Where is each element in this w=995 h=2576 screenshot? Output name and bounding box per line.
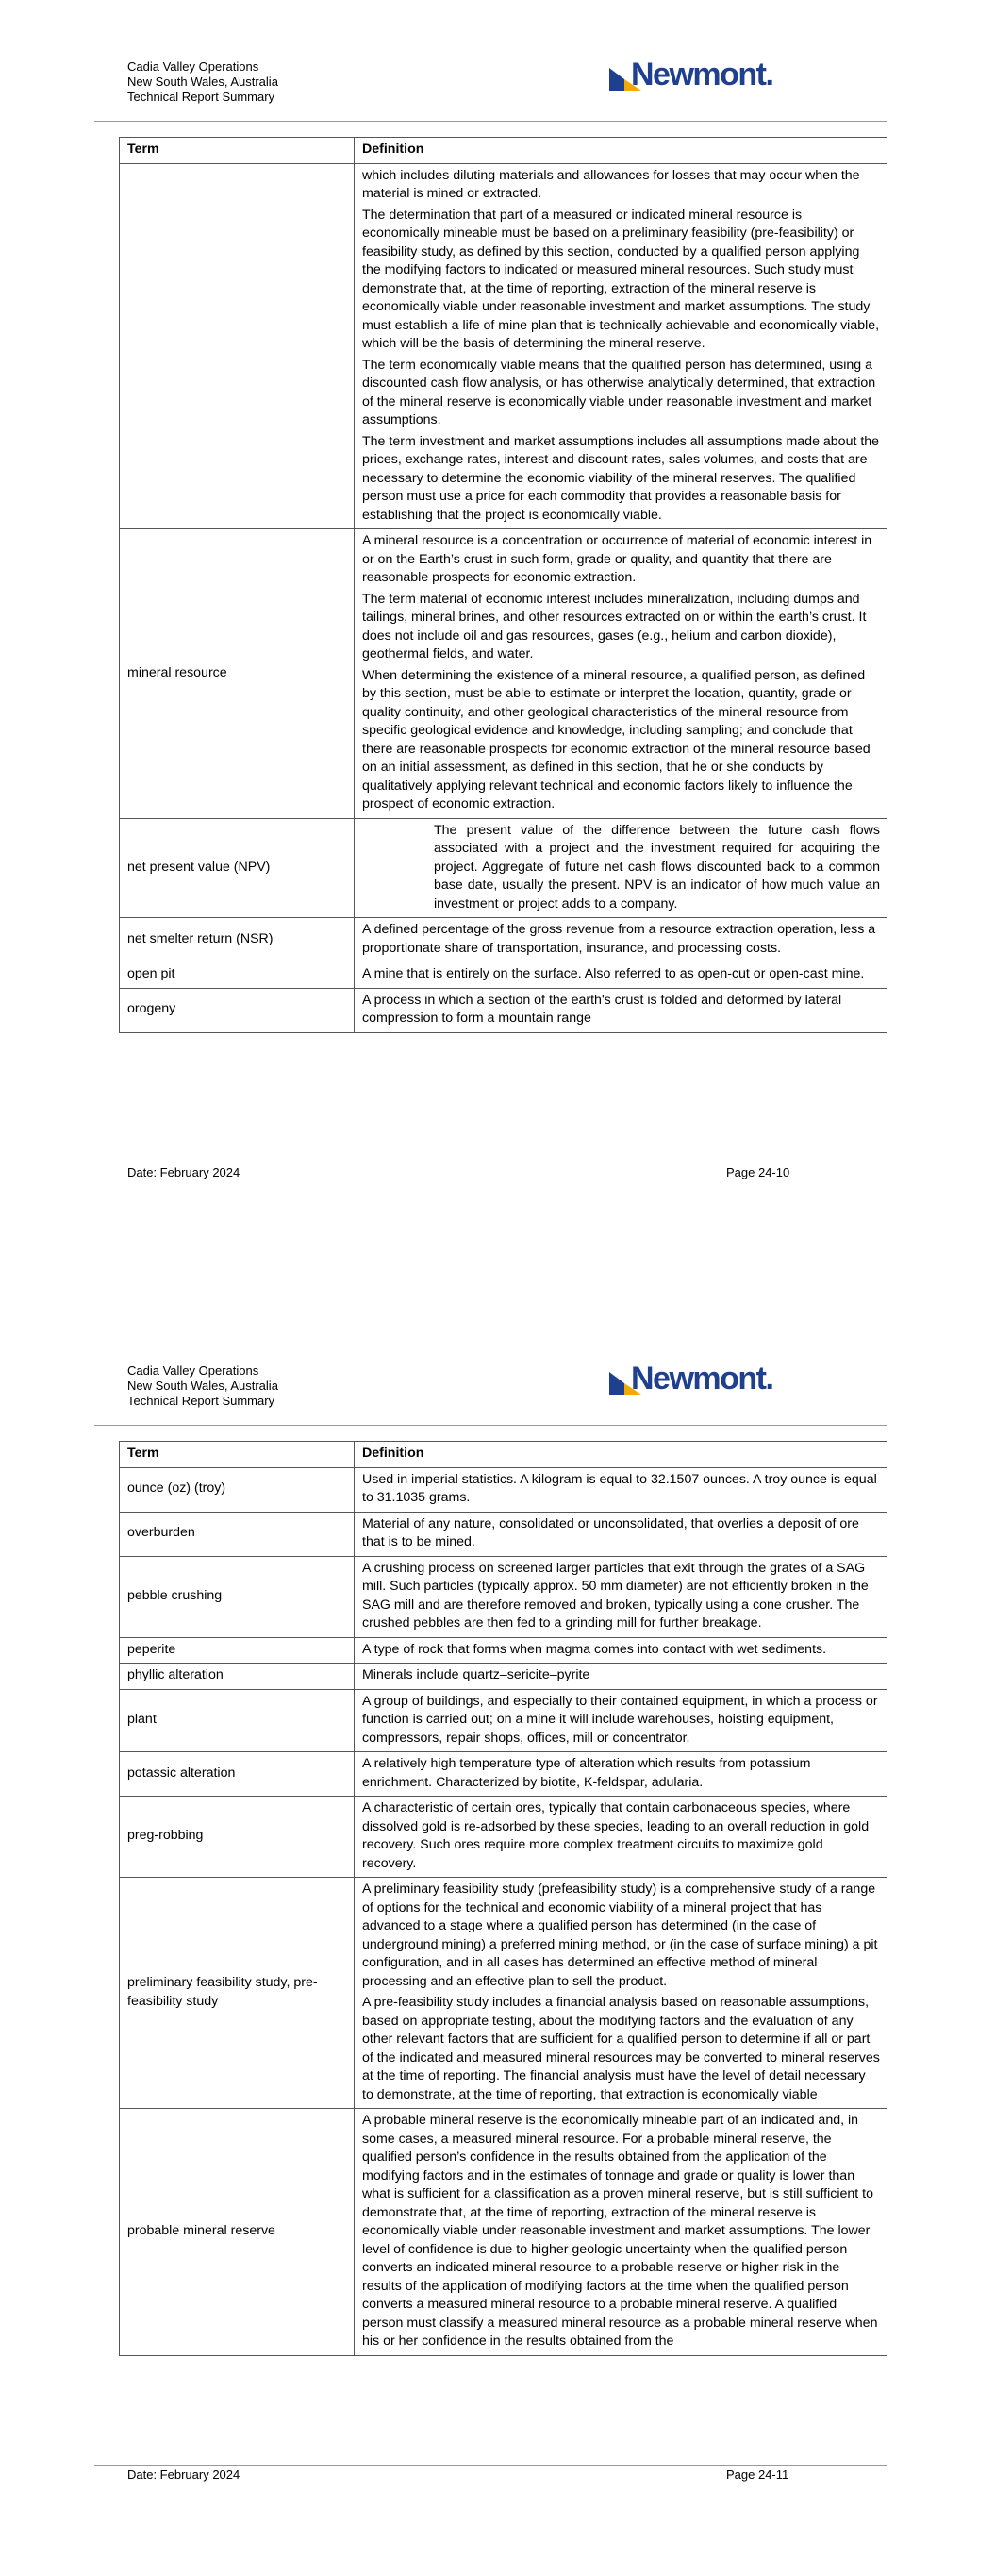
table-row	[120, 1556, 887, 1637]
definition-paragraph: The determination that part of a measured or indicated mineral resource is economically mineable must be based on a preliminary feasibility (pre-feasibility) or feasibility study, as defined by this section, conducted by a qualified person applying the modifying factors to indicated or measured mineral resources. Such study must demonstrate that, at the time of reporting, extraction of the mineral reserve is economically viable under reasonable investment and market assumptions. The study must establish a life of mine plan that is technically achievable and economically viable, which will be the basis of determining the mineral reserve.	[362, 207, 880, 351]
term-column-header: Term	[120, 1442, 355, 1468]
glossary-table	[119, 137, 887, 1033]
definition-paragraph: A relatively high temperature type of alteration which results from potassium enrichment. Characterized by biotite, K-feldspar, adularia.	[362, 1756, 811, 1790]
definition-cell	[355, 1637, 887, 1664]
table-row	[120, 1878, 887, 2109]
definition-cell	[355, 529, 887, 819]
definition-cell	[355, 818, 887, 918]
header-project: Cadia Valley Operations	[127, 1363, 259, 1378]
newmont-logo	[609, 57, 779, 94]
document-page-2	[0, 1302, 995, 2576]
table-row	[120, 1797, 887, 1878]
definition-cell	[355, 163, 887, 529]
glossary-table	[119, 1441, 887, 2356]
definition-paragraph: A characteristic of certain ores, typically that contain carbonaceous species, where dissolved gold is re-adsorbed by these species, leading to an overall reduction in gold recovery. Such ores require more complex treatment circuits to maximize gold recovery.	[362, 1800, 870, 1871]
definition-cell	[355, 2109, 887, 2356]
term-cell: probable mineral reserve	[120, 2109, 355, 2356]
definition-cell	[355, 962, 887, 989]
definition-paragraph: A defined percentage of the gross revenue from a resource extraction operation, less a proportionate share of transportation, insurance, and processing costs.	[362, 922, 876, 956]
term-cell: net present value (NPV)	[120, 818, 355, 918]
header-location: New South Wales, Australia	[127, 75, 278, 89]
definition-paragraph: A crushing process on screened larger particles that exit through the grates of a SAG mill. Such particles (typically approx. 50 mm diameter) are not efficiently broken in the SAG mill and are therefore removed and broken, typically using a cone crusher. The crushed pebbles are then fed to a grinding mill for further breakage.	[362, 1560, 869, 1631]
table-row	[120, 2109, 887, 2356]
term-column-header: Term	[120, 138, 355, 164]
footer-rule	[94, 2465, 887, 2466]
definition-cell	[355, 1664, 887, 1690]
definition-paragraph: A probable mineral reserve is the economically mineable part of an indicated and, in some cases, a measured mineral resource. For a probable mineral reserve, the qualified person’s confidence in the results obtained from the application of the modifying factors and in the estimates of tonnage and grade or quality is lower than what is sufficient for a classification as a proven mineral reserve, but is still sufficient to demonstrate that, at the time of reporting, extraction of the mineral reserve is economically viable under reasonable investment and market assumptions. The lower level of confidence is due to higher geologic uncertainty when the qualified person converts an indicated mineral resource to a probable reserve or higher risk in the results of the application of modifying factors at the time when the qualified person converts a measured mineral resource to a probable mineral reserve. A qualified person must classify a measured mineral resource as a probable mineral reserve when his or her confidence in the results obtained from the	[362, 2113, 878, 2349]
definition-cell	[355, 1512, 887, 1556]
term-cell: net smelter return (NSR)	[120, 918, 355, 962]
table-row	[120, 529, 887, 819]
table-row	[120, 962, 887, 989]
term-cell: ounce (oz) (troy)	[120, 1467, 355, 1512]
newmont-logo-text: Newmont.	[631, 57, 773, 92]
definition-cell	[355, 1752, 887, 1797]
footer-date: Date: February 2024	[127, 1165, 240, 1179]
term-cell: open pit	[120, 962, 355, 989]
newmont-logo-text: Newmont.	[631, 1361, 773, 1397]
term-cell: orogeny	[120, 988, 355, 1032]
definition-paragraph: The present value of the difference between the future cash flows associated with a project and the investment required for acquiring the project. Aggregate of future net cash flows discounted back to a common base date, usually the present. NPV is an indicator of how much value an investment or project adds to a company.	[434, 822, 880, 912]
definition-paragraph: Minerals include quartz–sericite–pyrite	[362, 1667, 590, 1682]
term-cell: potassic alteration	[120, 1752, 355, 1797]
footer-page-number: Page 24-11	[726, 2467, 789, 2482]
table-row	[120, 1637, 887, 1664]
term-cell: peperite	[120, 1637, 355, 1664]
table-row	[120, 1467, 887, 1512]
table-row	[120, 1512, 887, 1556]
table-row	[120, 818, 887, 918]
definition-paragraph: A process in which a section of the earth's crust is folded and deformed by lateral compression to form a mountain range	[362, 992, 842, 1026]
table-header-row	[120, 138, 887, 164]
definition-paragraph: Material of any nature, consolidated or unconsolidated, that overlies a deposit of ore that is to be mined.	[362, 1515, 859, 1549]
definition-cell	[355, 1467, 887, 1512]
term-cell: phyllic alteration	[120, 1664, 355, 1690]
definition-paragraph: A mineral resource is a concentration or occurrence of material of economic interest in or on the Earth’s crust in such form, grade or quality, and quantity that there are reasonable prospects for economic extraction.	[362, 533, 872, 585]
table-row	[120, 1664, 887, 1690]
definition-cell	[355, 1556, 887, 1637]
definition-paragraph: The term economically viable means that the qualified person has determined, using a discounted cash flow analysis, or has otherwise analytically determined, that extraction of the mineral reserve is economically viable under reasonable investment and market assumptions.	[362, 357, 876, 427]
definition-cell	[355, 1797, 887, 1878]
definition-paragraph: which includes diluting materials and allowances for losses that may occur when the material is mined or extracted.	[362, 167, 860, 201]
page-header	[127, 59, 278, 105]
definition-paragraph: The term material of economic interest includes mineralization, including dumps and tailings, mineral brines, and other resources extracted on or within the earth’s crust. It does not include oil and gas resources, gases (e.g., helium and carbon dioxide), geothermal fields, and water.	[362, 591, 867, 661]
term-cell: pebble crushing	[120, 1556, 355, 1637]
footer-date: Date: February 2024	[127, 2467, 240, 2482]
definition-paragraph: A group of buildings, and especially to their contained equipment, in which a process or function is carried out; on a mine it will include warehouses, hoisting equipment, compressors, repair shops, offices, mill or concentrator.	[362, 1693, 878, 1746]
term-cell: plant	[120, 1689, 355, 1752]
page-header	[127, 1363, 278, 1409]
newmont-logo	[609, 1361, 779, 1398]
table-row	[120, 988, 887, 1032]
definition-paragraph: A pre-feasibility study includes a financial analysis based on reasonable assumptions, based on appropriate testing, about the modifying factors and the evaluation of any other relevant factors that are sufficient for a qualified person to determine if all or part of the indicated and measured mineral resources may be converted to mineral reserves at the time of reporting. The financial analysis must have the level of detail necessary to demonstrate, at the time of reporting, that extraction is economically viable	[362, 1995, 880, 2102]
term-cell: preg-robbing	[120, 1797, 355, 1878]
definition-cell	[355, 1689, 887, 1752]
table-header-row	[120, 1442, 887, 1468]
table-row	[120, 918, 887, 962]
header-project: Cadia Valley Operations	[127, 59, 259, 74]
table-row	[120, 1752, 887, 1797]
table-row	[120, 163, 887, 529]
definition-column-header: Definition	[355, 138, 887, 164]
footer-page-number: Page 24-10	[726, 1165, 790, 1179]
header-rule	[94, 121, 887, 122]
term-cell: mineral resource	[120, 529, 355, 819]
definition-cell	[355, 1878, 887, 2109]
definition-paragraph: A preliminary feasibility study (prefeasibility study) is a comprehensive study of a range of options for the technical and economic viability of a mineral project that has advanced to a stage where a qualified person has determined (in the case of underground mining) a preferred mining method, or (in the case of surface mining) a pit configuration, and in all cases has determined an effective method of mineral processing and an effective plan to sell the product.	[362, 1882, 878, 1989]
term-cell	[120, 163, 355, 529]
header-report-type: Technical Report Summary	[127, 90, 275, 104]
definition-paragraph: When determining the existence of a mineral resource, a qualified person, as defined by this section, must be able to estimate or interpret the location, quantity, grade or quality continuity, and other geological characteristics of the mineral resource from specific geological evidence and knowledge, including sampling; and conclude that there are reasonable prospects for economic extraction of the mineral resource based on an initial assessment, as defined in this section, that he or she conducts by qualitatively applying relevant technical and economic factors likely to influence the prospect of economic extraction.	[362, 667, 871, 811]
definition-paragraph: The term investment and market assumptions includes all assumptions made about the prices, exchange rates, interest and discount rates, sales volumes, and costs that are necessary to determine the economic viability of the mineral reserves. The qualified person must use a price for each commodity that provides a reasonable basis for establishing that the project is economically viable.	[362, 433, 880, 523]
definition-cell	[355, 918, 887, 962]
table-row	[120, 1689, 887, 1752]
definition-paragraph: A type of rock that forms when magma comes into contact with wet sediments.	[362, 1641, 827, 1657]
definition-paragraph: Used in imperial statistics. A kilogram is equal to 32.1507 ounces. A troy ounce is equal to 31.1035 grams.	[362, 1471, 877, 1505]
definition-column-header: Definition	[355, 1442, 887, 1468]
term-cell: preliminary feasibility study, pre-feasibility study	[120, 1878, 355, 2109]
definition-paragraph: A mine that is entirely on the surface. Also referred to as open-cut or open-cast mine.	[362, 966, 865, 981]
definition-cell	[355, 988, 887, 1032]
header-location: New South Wales, Australia	[127, 1379, 278, 1393]
term-cell: overburden	[120, 1512, 355, 1556]
header-report-type: Technical Report Summary	[127, 1394, 275, 1408]
header-rule	[94, 1425, 887, 1426]
